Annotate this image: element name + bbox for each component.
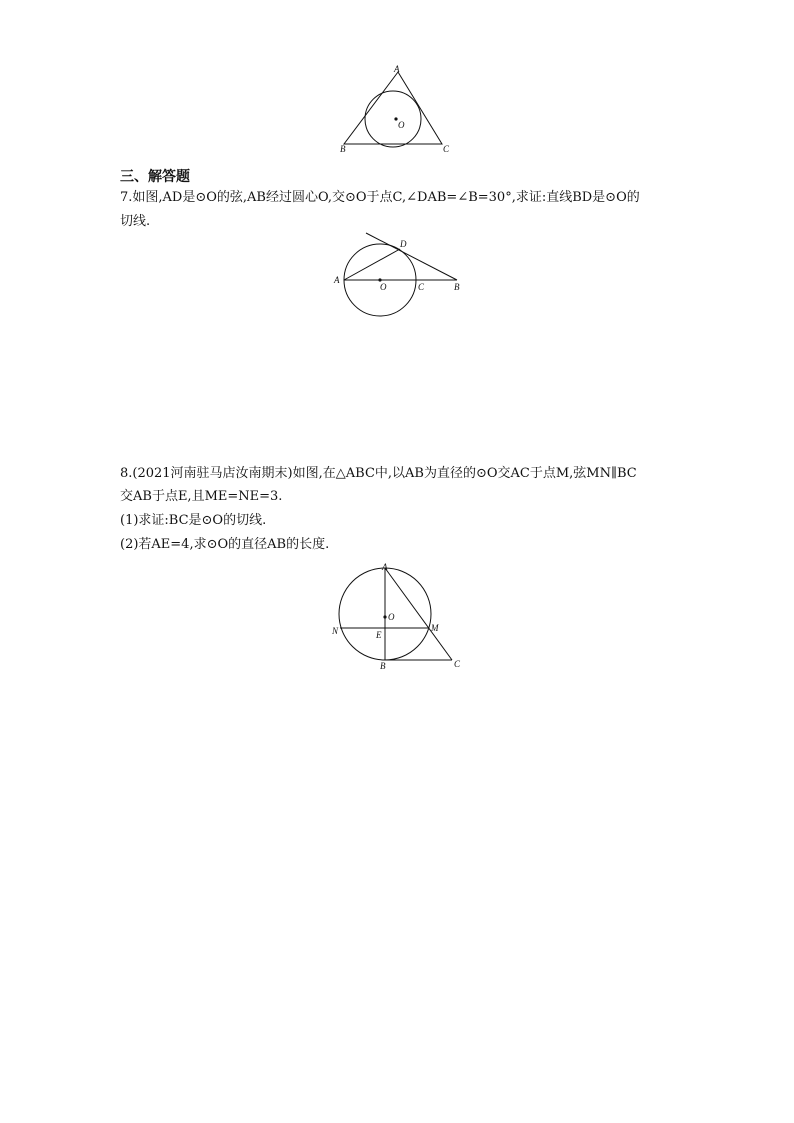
label-o: O <box>380 282 387 292</box>
label-b: B <box>380 661 386 671</box>
label-d: D <box>400 239 407 249</box>
label-b: B <box>340 144 346 154</box>
tangent-line-bd <box>366 233 457 280</box>
label-c: C <box>443 144 450 154</box>
figure-incircle-triangle <box>330 60 460 155</box>
q7-line2: 切线. <box>120 214 151 229</box>
label-o: O <box>398 120 405 130</box>
label-m: M <box>431 623 439 633</box>
q7-line1: 7.如图,AD是⊙O的弦,AB经过圆心O,交⊙O于点C,∠DAB=∠B=30°,求证:直线BD是⊙O的 <box>120 190 640 205</box>
segment-ad <box>344 249 400 280</box>
label-e: E <box>376 630 382 640</box>
figure-q7-circle-tangent <box>330 228 470 323</box>
center-point <box>383 615 386 618</box>
section-title: 三、解答题 <box>120 169 190 185</box>
label-b: B <box>454 282 460 292</box>
label-n: N <box>332 626 339 636</box>
q8-part2: (2)若AE=4,求⊙O的直径AB的长度. <box>120 537 330 552</box>
label-a: A <box>334 275 340 285</box>
inscribed-circle <box>365 91 421 147</box>
triangle-abc <box>344 72 442 144</box>
q8-line1: 8.(2021河南驻马店汝南期末)如图,在△ABC中,以AB为直径的⊙O交AC于点M,弦MN∥BC <box>120 466 637 481</box>
figure-q8-circle-diameter <box>325 560 475 675</box>
label-a: A <box>394 64 400 74</box>
q8-part1: (1)求证:BC是⊙O的切线. <box>120 513 267 528</box>
label-c: C <box>454 659 461 669</box>
q8-line2: 交AB于点E,且ME=NE=3. <box>120 489 283 504</box>
label-o: O <box>388 612 395 622</box>
label-c: C <box>418 282 425 292</box>
label-a: A <box>382 562 388 572</box>
